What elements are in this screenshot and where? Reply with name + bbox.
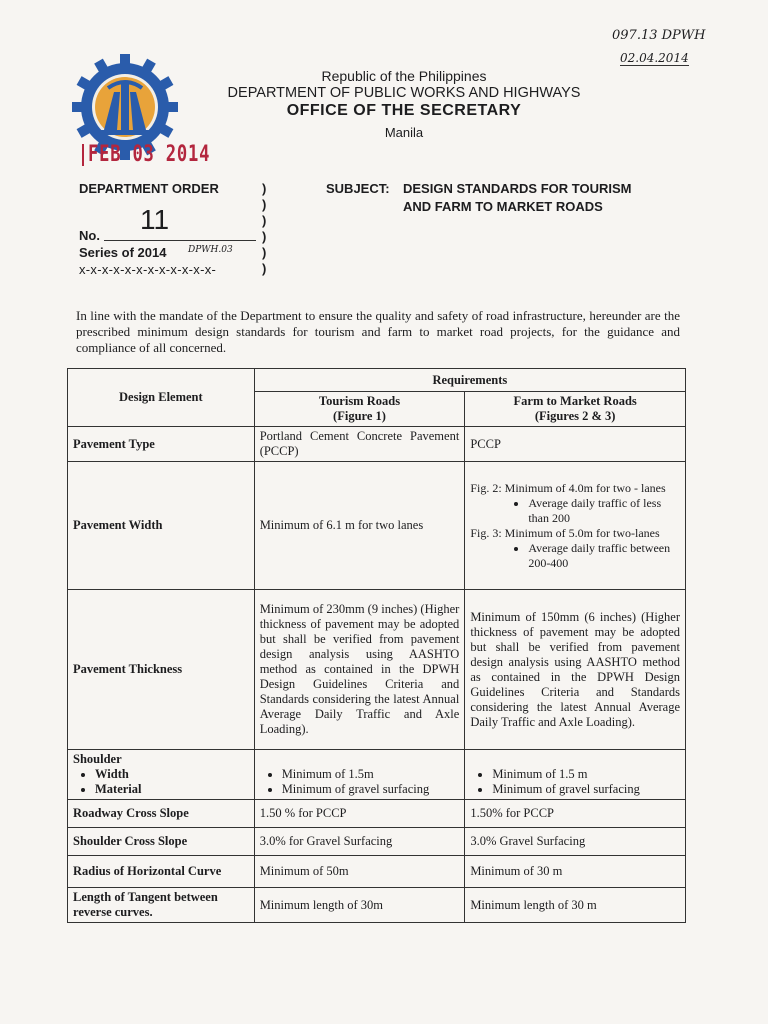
- tourism-roadway-cross-slope: 1.50 % for PCCP: [254, 800, 465, 828]
- table-row: [68, 590, 686, 750]
- table-row: [68, 856, 686, 888]
- republic-line: Republic of the Philippines: [321, 68, 487, 84]
- paren-3: ): [262, 213, 267, 228]
- element-pavement-width: Pavement Width: [68, 462, 255, 590]
- paren-2: ): [262, 197, 267, 212]
- subject-label: SUBJECT:: [326, 181, 390, 196]
- tourism-tangent-length: Minimum length of 30m: [254, 888, 465, 923]
- farm-shoulder-material: • Minimum of gravel surfacing: [492, 782, 680, 797]
- header-design-element: Design Element: [68, 369, 255, 427]
- header-farm-figure: (Figures 2 & 3): [534, 409, 616, 423]
- city-line: Manila: [384, 125, 424, 140]
- tourism-shoulder: [254, 750, 465, 800]
- intro-paragraph: In line with the mandate of the Department to ensure the quality and safety of road infrastructure, hereunder are the prescribed minimum design standards for tourism and farm to market road projects, for the guidance and compliance of all concerned.: [76, 308, 680, 355]
- element-pavement-thickness: Pavement Thickness: [68, 590, 255, 750]
- header-tourism-roads: [254, 392, 465, 427]
- element-roadway-cross-slope: Roadway Cross Slope: [68, 800, 255, 828]
- table-row: [68, 427, 686, 462]
- table-row: [68, 800, 686, 828]
- department-order-label: DEPARTMENT ORDER: [79, 181, 219, 196]
- order-series: Series of 2014: [79, 245, 167, 260]
- farm-width-fig3: Fig. 3: Minimum of 5.0m for two-lanes: [470, 525, 660, 540]
- farm-pavement-width: [465, 462, 686, 590]
- requirements-table: [67, 368, 686, 923]
- tourism-radius: Minimum of 50m: [254, 856, 465, 888]
- header-requirements: Requirements: [254, 369, 685, 392]
- farm-pavement-thickness: Minimum of 150mm (6 inches) (Higher thickness of pavement may be adopted but shall be verified from pavement design analysis using AASHTO method as contained in the DPWH Design Guidelines Criteria and Standards considering the latest Annual Average Daily Traffic and Axle Loading).: [465, 590, 686, 750]
- tourism-shoulder-width: • Minimum of 1.5m: [282, 767, 460, 782]
- farm-roadway-cross-slope: 1.50% for PCCP: [465, 800, 686, 828]
- subject-line-1: DESIGN STANDARDS FOR TOURISM: [403, 181, 632, 196]
- handwritten-date: 02.04.2014: [620, 51, 689, 65]
- element-shoulder-cross-slope: Shoulder Cross Slope: [68, 828, 255, 856]
- header-farm-title: Farm to Market Roads: [513, 394, 637, 408]
- subject-line-2: AND FARM TO MARKET ROADS: [403, 199, 603, 214]
- order-separator: x-x-x-x-x-x-x-x-x-x-x-x-: [79, 262, 217, 277]
- header-tourism-title: Tourism Roads: [318, 394, 401, 408]
- header-farm-roads: [465, 392, 686, 427]
- order-number-label: No.: [79, 228, 100, 243]
- office-title: OFFICE OF THE SECRETARY: [286, 102, 522, 119]
- tourism-shoulder-cross-slope: 3.0% for Gravel Surfacing: [254, 828, 465, 856]
- tourism-pavement-type: Portland Cement Concrete Pavement (PCCP): [254, 427, 465, 462]
- shoulder-width-label: • Width: [95, 767, 249, 782]
- element-tangent-length: Length of Tangent between reverse curves.: [68, 888, 255, 923]
- farm-tangent-length: Minimum length of 30 m: [465, 888, 686, 923]
- paren-5: ): [262, 245, 267, 260]
- tourism-shoulder-material: • Minimum of gravel surfacing: [282, 782, 460, 797]
- element-shoulder: [68, 750, 255, 800]
- farm-width-fig2: Fig. 2: Minimum of 4.0m for two - lanes: [470, 480, 666, 495]
- farm-shoulder: [465, 750, 686, 800]
- paren-1: ): [262, 181, 267, 196]
- element-pavement-type: Pavement Type: [68, 427, 255, 462]
- farm-radius: Minimum of 30 m: [465, 856, 686, 888]
- shoulder-label: Shoulder: [73, 752, 122, 766]
- table-header-row: [68, 369, 686, 392]
- tourism-pavement-width: Minimum of 6.1 m for two lanes: [254, 462, 465, 590]
- table-row: [68, 750, 686, 800]
- header-tourism-figure: (Figure 1): [333, 409, 386, 423]
- department-name: DEPARTMENT OF PUBLIC WORKS AND HIGHWAYS: [227, 85, 581, 101]
- order-number-line: [104, 240, 256, 241]
- stamp-bracket: [82, 144, 84, 166]
- paren-6: ): [262, 261, 267, 276]
- farm-shoulder-width: • Minimum of 1.5 m: [492, 767, 680, 782]
- received-date-stamp: FEB 03 2014: [88, 142, 211, 167]
- table-row: [68, 828, 686, 856]
- paren-4: ): [262, 229, 267, 244]
- table-row: [68, 462, 686, 590]
- handwritten-reference: 097.13 DPWH: [612, 28, 706, 43]
- farm-pavement-type: PCCP: [465, 427, 686, 462]
- shoulder-material-label: • Material: [95, 782, 249, 797]
- handwritten-series-note: DPWH.03: [188, 245, 233, 255]
- farm-width-fig3-traffic: • Average daily traffic between 200-400: [528, 541, 680, 571]
- element-radius-horizontal-curve: Radius of Horizontal Curve: [68, 856, 255, 888]
- table-row: [68, 888, 686, 923]
- order-number: 11: [140, 204, 170, 235]
- farm-shoulder-cross-slope: 3.0% Gravel Surfacing: [465, 828, 686, 856]
- tourism-pavement-thickness: Minimum of 230mm (9 inches) (Higher thickness of pavement may be adopted but shall be verified from pavement design analysis using AASHTO method as contained in the DPWH Design Guidelines Criteria and Standards considering the latest Annual Average Daily Traffic and Axle Loading).: [254, 590, 465, 750]
- farm-width-fig2-traffic: • Average daily traffic of less than 200: [528, 496, 680, 526]
